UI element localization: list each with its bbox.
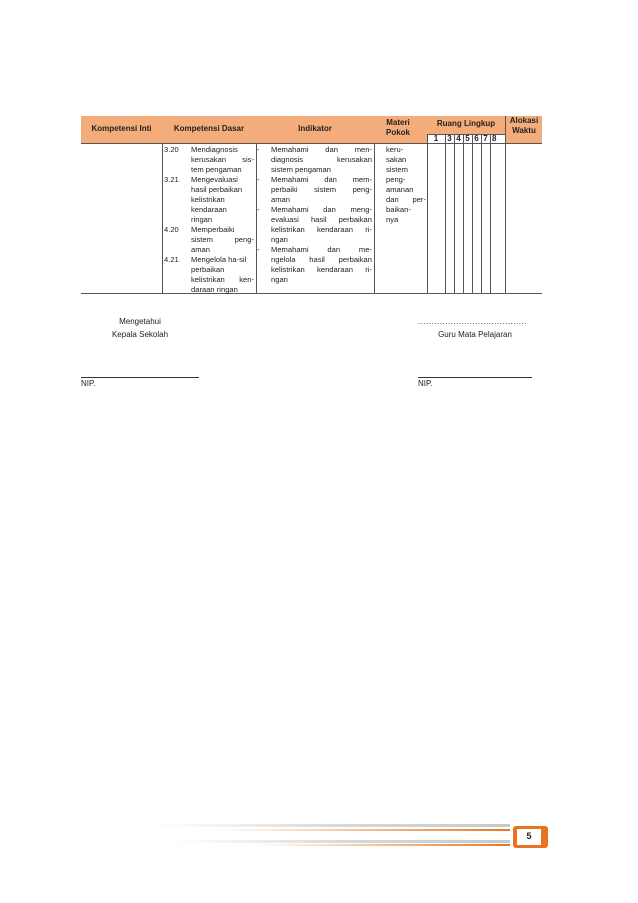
kd-line: kelistrikan ken-	[191, 275, 254, 284]
indikator-line: ngan	[271, 275, 288, 284]
col-line	[374, 143, 375, 293]
kd-number: 3.21	[164, 175, 179, 184]
kd-number: 4.21	[164, 255, 179, 264]
col-line	[162, 143, 163, 293]
ruang-col-7: 7	[483, 134, 488, 143]
materi-line: nya	[386, 215, 399, 224]
materi-line: peng-	[386, 175, 406, 184]
indikator-line: sistem pengaman	[271, 165, 331, 174]
ruang-col-3: 3	[447, 134, 452, 143]
ruang-col-1: 1	[433, 134, 439, 143]
kd-number: 3.20	[164, 145, 179, 154]
table-bottom-line	[81, 293, 542, 294]
kd-line: Mendiagnosis	[191, 145, 238, 154]
materi-line: dan per-	[386, 195, 426, 204]
indikator-line: evaluasi hasil perbaikan	[271, 215, 372, 224]
indikator-line: Memahami dan men-	[271, 145, 372, 154]
nip-left: NIP.	[81, 379, 96, 388]
ruang-col-5: 5	[465, 134, 470, 143]
footer-swoosh	[150, 818, 550, 850]
kd-line: hasil perbaikan	[191, 185, 243, 194]
kd-line: perbaikan	[191, 265, 225, 274]
col-line	[256, 143, 257, 293]
indikator-line: diagnosis kerusakan	[271, 155, 372, 164]
indikator-line: kelistrikan kendaraan ri-	[271, 225, 372, 234]
kd-line: Mengelola ha-sil	[191, 255, 247, 264]
header-ruang-lingkup: Ruang Lingkup	[436, 119, 496, 128]
kd-line: daraan ringan	[191, 285, 238, 294]
guru-name-dots: ........................................	[418, 317, 527, 326]
indikator-line: perbaiki sistem peng-	[271, 185, 372, 194]
kd-line: kelistrikan	[191, 195, 225, 204]
col-line	[472, 134, 473, 293]
header-indikator: Indikator	[298, 124, 332, 133]
col-line	[427, 134, 428, 293]
guru-signature-line	[418, 377, 532, 378]
kd-line: kerusakan sis-	[191, 155, 254, 164]
ruang-col-8: 8	[492, 134, 497, 143]
indikator-line: ngan	[271, 235, 288, 244]
kd-line: ringan	[191, 215, 213, 224]
bullet-dash: -	[257, 145, 260, 154]
materi-line: amanan	[386, 185, 414, 194]
page-number: 5	[526, 831, 532, 841]
col-line	[454, 134, 455, 293]
bullet-dash: -	[257, 205, 260, 214]
col-line	[463, 134, 464, 293]
indikator-line: aman	[271, 195, 290, 204]
col-line	[445, 134, 446, 293]
kepala-sekolah-label: Kepala Sekolah	[111, 330, 169, 339]
mengetahui-label: Mengetahui	[119, 317, 161, 326]
col-line	[481, 134, 482, 293]
bullet-dash: -	[257, 175, 260, 184]
materi-line: baikan-	[386, 205, 411, 214]
indikator-line: kelistrikan kendaraan ri-	[271, 265, 372, 274]
bullet-dash: -	[257, 245, 260, 254]
ruang-col-6: 6	[474, 134, 479, 143]
kd-line: Memperbaiki	[191, 225, 235, 234]
kd-line: kendaraan	[191, 205, 227, 214]
nip-right: NIP.	[418, 379, 433, 388]
ruang-col-4: 4	[456, 134, 461, 143]
indikator-line: Memahami dan meng-	[271, 205, 372, 214]
header-alokasi-waktu: Alokasi Waktu	[509, 116, 539, 135]
ruang-sub-line	[427, 134, 505, 135]
col-line	[505, 116, 506, 293]
guru-mapel-label: Guru Mata Pelajaran	[438, 330, 512, 339]
indikator-line: ngelola hasil perbaikan	[271, 255, 372, 264]
materi-line: sakan	[386, 155, 407, 164]
materi-line: keru-	[386, 145, 404, 154]
kd-line: sistem peng-	[191, 235, 254, 244]
col-line	[490, 134, 491, 293]
kd-line: tem pengaman	[191, 165, 242, 174]
header-materi-pokok: Materi Pokok	[385, 118, 410, 137]
header-kompetensi-dasar: Kompetensi Dasar	[173, 124, 245, 133]
kd-line: Mengevaluasi	[191, 175, 238, 184]
kd-line: aman	[191, 245, 210, 254]
header-kompetensi-inti: Kompetensi Inti	[91, 124, 152, 133]
indikator-line: Memahami dan mem-	[271, 175, 372, 184]
materi-line: sistem	[386, 165, 408, 174]
indikator-line: Memahami dan me-	[271, 245, 372, 254]
kd-number: 4.20	[164, 225, 179, 234]
kepsek-signature-line	[81, 377, 199, 378]
